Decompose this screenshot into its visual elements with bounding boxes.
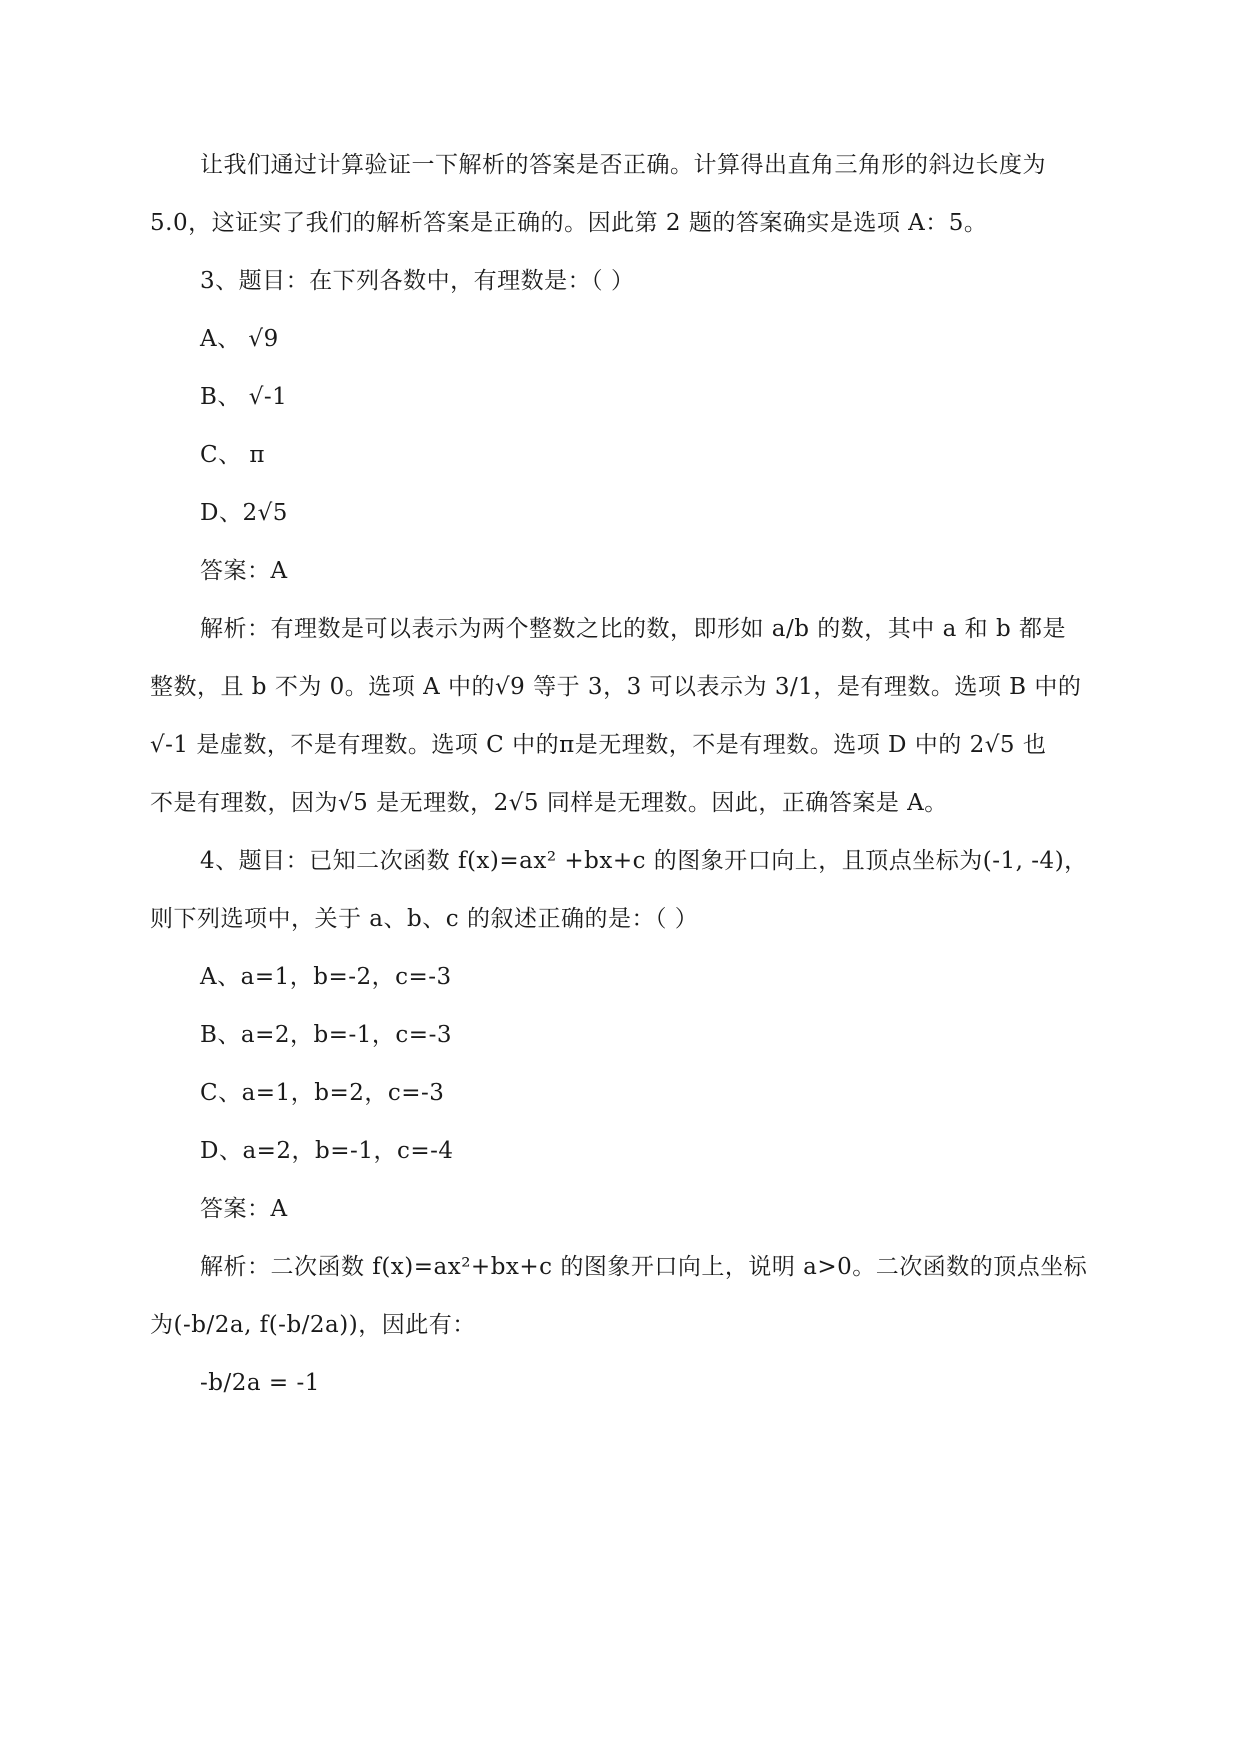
question-3-answer: 答案：A	[200, 558, 288, 584]
question-4-answer: 答案：A	[200, 1196, 288, 1222]
question-4-option-a: A、a=1，b=-2，c=-3	[200, 964, 452, 990]
question-4-analysis-line: 为(-b/2a, f(-b/2a))，因此有：	[150, 1312, 476, 1338]
question-3-analysis-line: 解析：有理数是可以表示为两个整数之比的数，即形如 a/b 的数，其中 a 和 b 都是	[200, 616, 1066, 642]
question-3-title: 3、题目：在下列各数中，有理数是：（ ）	[200, 268, 635, 294]
question-3-option-d: D、2√5	[200, 500, 288, 526]
question-4-option-d: D、a=2，b=-1，c=-4	[200, 1138, 454, 1164]
question-3-analysis-line: √-1 是虚数，不是有理数。选项 C 中的π是无理数，不是有理数。选项 D 中的 2√5 也	[150, 732, 1047, 758]
paragraph-line: 让我们通过计算验证一下解析的答案是否正确。计算得出直角三角形的斜边长度为	[200, 152, 1046, 178]
question-3-option-c: C、 π	[200, 442, 266, 468]
question-3-analysis-line: 整数，且 b 不为 0。选项 A 中的√9 等于 3，3 可以表示为 3/1，是有理数。选项 B 中的	[150, 674, 1082, 700]
question-4-option-c: C、a=1，b=2，c=-3	[200, 1080, 445, 1106]
question-4-title-cont: 则下列选项中，关于 a、b、c 的叙述正确的是：（ ）	[150, 906, 699, 932]
question-3-option-a: A、 √9	[200, 326, 279, 352]
question-4-option-b: B、a=2，b=-1，c=-3	[200, 1022, 452, 1048]
question-3-option-b: B、 √-1	[200, 384, 288, 410]
question-3-analysis-line: 不是有理数，因为√5 是无理数，2√5 同样是无理数。因此，正确答案是 A。	[150, 790, 948, 816]
question-4-analysis-line: 解析：二次函数 f(x)=ax²+bx+c 的图象开口向上，说明 a>0。二次函数的顶点坐标	[200, 1254, 1088, 1280]
question-4-title: 4、题目：已知二次函数 f(x)=ax² +bx+c 的图象开口向上，且顶点坐标为(-1, -4)，	[200, 848, 1088, 874]
question-4-equation: -b/2a = -1	[200, 1370, 320, 1396]
paragraph-line: 5.0，这证实了我们的解析答案是正确的。因此第 2 题的答案确实是选项 A：5。	[150, 210, 988, 236]
